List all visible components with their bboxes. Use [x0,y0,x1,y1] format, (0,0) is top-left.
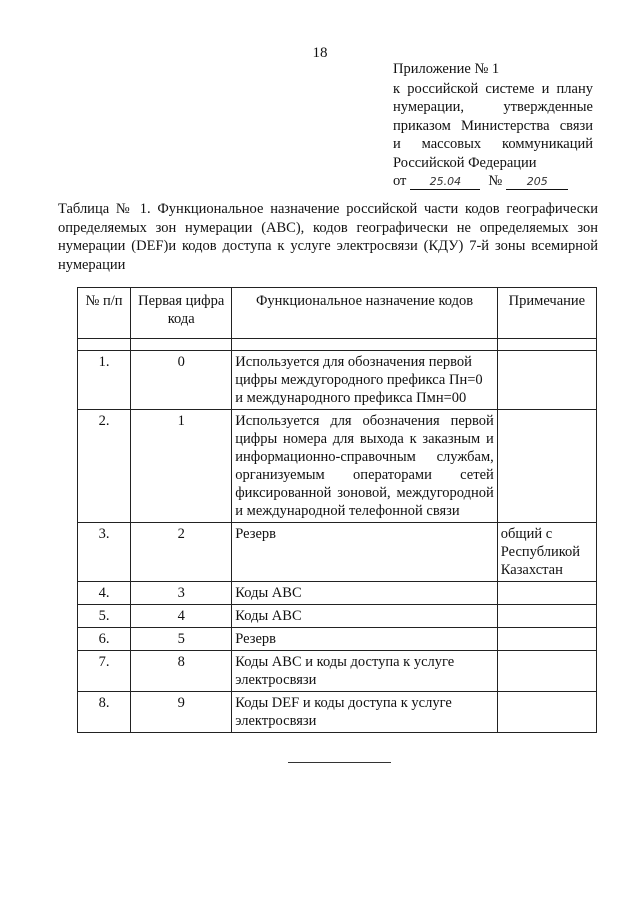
table-row [78,410,597,523]
number-prefix: № [488,173,503,189]
row-num: 2. [78,410,131,523]
table-row [78,351,597,410]
table-row [78,605,597,628]
row-digit: 1 [131,410,232,523]
spacer-cell [131,339,232,351]
table-row [78,582,597,605]
row-note: общий с Республикой Казахстан [497,523,596,582]
row-note [497,351,596,410]
row-function: Используется для обозначения первой цифры междугородного префикса Пн=0 и международного префикса Пмн=00 [232,351,498,410]
table-row [78,523,597,582]
row-function: Коды DEF и коды доступа к услуге электросвязи [232,692,498,733]
header-digit: Первая цифра кода [131,288,232,339]
row-digit: 3 [131,582,232,605]
row-function: Коды ABC [232,605,498,628]
row-note [497,582,596,605]
row-digit: 0 [131,351,232,410]
table-row [78,628,597,651]
appendix-line-3: приказом Министерства связи [393,117,593,134]
handwritten-date: 25.04 [410,175,480,190]
appendix-line-1: к российской системе и плану [393,80,593,97]
footer-divider [288,762,391,763]
row-digit: 2 [131,523,232,582]
row-num: 1. [78,351,131,410]
row-function: Резерв [232,523,498,582]
row-note [497,651,596,692]
row-digit: 5 [131,628,232,651]
codes-table [77,287,597,733]
header-note: Примечание [497,288,596,339]
appendix-line-4: и массовых коммуникаций [393,136,593,152]
row-digit: 4 [131,605,232,628]
row-note [497,605,596,628]
row-function: Используется для обозначения первой цифры номера для выхода к заказным и информационно-справочным службам, организуемым операторами сетей фиксированной зоновой, междугородной и международной телефонной связи [232,410,498,523]
row-note [497,628,596,651]
row-function: Коды ABC [232,582,498,605]
header-function: Функциональное назначение кодов [232,288,498,339]
appendix-line-5: Российской Федерации [393,154,537,171]
row-function: Резерв [232,628,498,651]
row-num: 5. [78,605,131,628]
row-digit: 9 [131,692,232,733]
row-digit: 8 [131,651,232,692]
row-note [497,692,596,733]
row-num: 7. [78,651,131,692]
appendix-title: Приложение № 1 [393,61,500,77]
spacer-cell [497,339,596,351]
page-number: 18 [312,45,328,61]
header-num: № п/п [78,288,131,339]
spacer-cell [232,339,498,351]
table-row [78,692,597,733]
row-num: 3. [78,523,131,582]
row-num: 6. [78,628,131,651]
row-note [497,410,596,523]
row-num: 8. [78,692,131,733]
handwritten-number: 205 [506,175,568,190]
table-caption: Таблица № 1. Функциональное назначение российской части кодов географически определяемых зон нумерации (ABC), кодов географически не определяемых зон нумерации (DEF)и кодов доступа к услуге электросвязи (КДУ) 7-й зоны всемирной нумерации [58,201,598,273]
table-header-row [78,288,597,339]
appendix-block [393,60,593,191]
row-function: Коды ABC и коды доступа к услуге электросвязи [232,651,498,692]
appendix-line-2: нумерации, утвержденные [393,99,593,115]
appendix-date-line [393,172,593,191]
date-prefix: от [393,173,407,189]
row-num: 4. [78,582,131,605]
table-spacer-row [78,339,597,351]
table-row [78,651,597,692]
spacer-cell [78,339,131,351]
